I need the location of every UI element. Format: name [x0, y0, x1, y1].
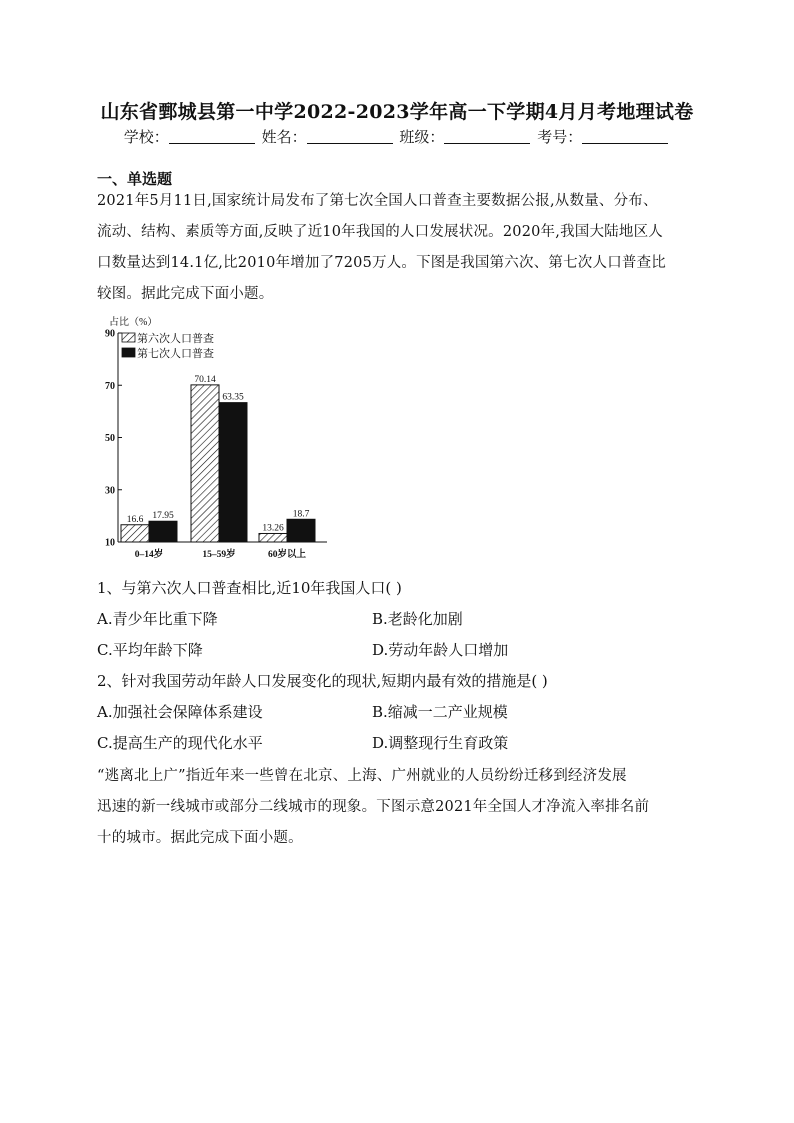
bar-seventh-census [149, 521, 177, 542]
question-2-stem: 2、针对我国劳动年龄人口发展变化的现状,短期内最有效的措施是( ) [97, 672, 548, 690]
census-comparison-chart [95, 310, 335, 570]
info-label-class: 班级： [399, 128, 445, 146]
bar-value-label: 13.26 [262, 523, 284, 534]
bar-value-label: 16.6 [126, 514, 144, 525]
name-blank [307, 129, 393, 144]
student-info-line [0, 126, 794, 147]
x-tick-label: 0–14岁 [134, 550, 164, 560]
y-tick-label: 30 [105, 485, 115, 497]
x-tick-label: 15–59岁 [202, 550, 236, 560]
x-tick-label: 60岁以上 [267, 550, 307, 560]
q1-option-d: D.劳动年龄人口增加 [372, 641, 509, 659]
q1-option-a: A.青少年比重下降 [97, 610, 218, 628]
section-title: 一、单选题 [97, 170, 173, 188]
q1-option-c: C.平均年龄下降 [97, 641, 203, 659]
page-title: 山东省鄄城县第一中学2022-2023学年高一下学期4月月考地理试卷 [100, 101, 694, 123]
passage-line: 十的城市。据此完成下面小题。 [97, 830, 303, 846]
legend-label: 第六次人口普查 [137, 333, 214, 345]
class-blank [444, 129, 530, 144]
legend-label: 第七次人口普查 [137, 348, 214, 360]
info-label-name: 姓名： [261, 128, 307, 146]
q2-option-d: D.调整现行生育政策 [372, 734, 509, 752]
bar-value-label: 70.14 [194, 374, 216, 385]
bar-value-label: 17.95 [152, 511, 174, 522]
info-label-school: 学校： [123, 128, 169, 146]
y-tick-label: 50 [105, 433, 115, 444]
bar-sixth-census [191, 385, 219, 542]
school-blank [169, 129, 255, 144]
bar-seventh-census [219, 403, 247, 542]
passage-line: 2021年5月11日,国家统计局发布了第七次全国人口普查主要数据公报,从数量、分布、 [97, 193, 658, 209]
y-tick-label: 70 [105, 380, 115, 392]
info-label-exam-number: 考号： [537, 128, 583, 146]
bar-value-label: 18.7 [292, 509, 310, 520]
legend-swatch [122, 333, 135, 342]
q2-option-a: A.加强社会保障体系建设 [97, 703, 263, 721]
passage-line: 口数量达到14.1亿,比2010年增加了7205万人。下图是我国第六次、第七次人口普查比 [97, 255, 666, 271]
bar-value-label: 63.35 [222, 392, 244, 403]
bar-sixth-census [121, 525, 149, 542]
q2-option-b: B.缩减一二产业规模 [372, 703, 508, 721]
passage-line: 较图。据此完成下面小题。 [97, 286, 274, 302]
passage-census [97, 186, 703, 310]
passage-line: “逃离北上广”指近年来一些曾在北京、上海、广州就业的人员纷纷迁移到经济发展 [97, 768, 627, 784]
passage-migration [97, 761, 703, 854]
legend-swatch [122, 348, 135, 357]
q2-option-c: C.提高生产的现代化水平 [97, 734, 263, 752]
bar-sixth-census [259, 533, 287, 542]
question-1-stem: 1、与第六次人口普查相比,近10年我国人口( ) [97, 579, 402, 597]
q1-option-b: B.老龄化加剧 [372, 610, 463, 628]
y-tick-label: 90 [105, 328, 115, 340]
passage-line: 流动、结构、素质等方面,反映了近10年我国的人口发展状况。2020年,我国大陆地区人 [97, 224, 663, 240]
bar-seventh-census [287, 519, 315, 542]
exam-number-blank [582, 129, 668, 144]
y-axis-label: 占比（%） [109, 317, 158, 328]
passage-line: 迅速的新一线城市或部分二线城市的现象。下图示意2021年全国人才净流入率排名前 [97, 799, 650, 815]
y-tick-label: 10 [105, 537, 115, 549]
